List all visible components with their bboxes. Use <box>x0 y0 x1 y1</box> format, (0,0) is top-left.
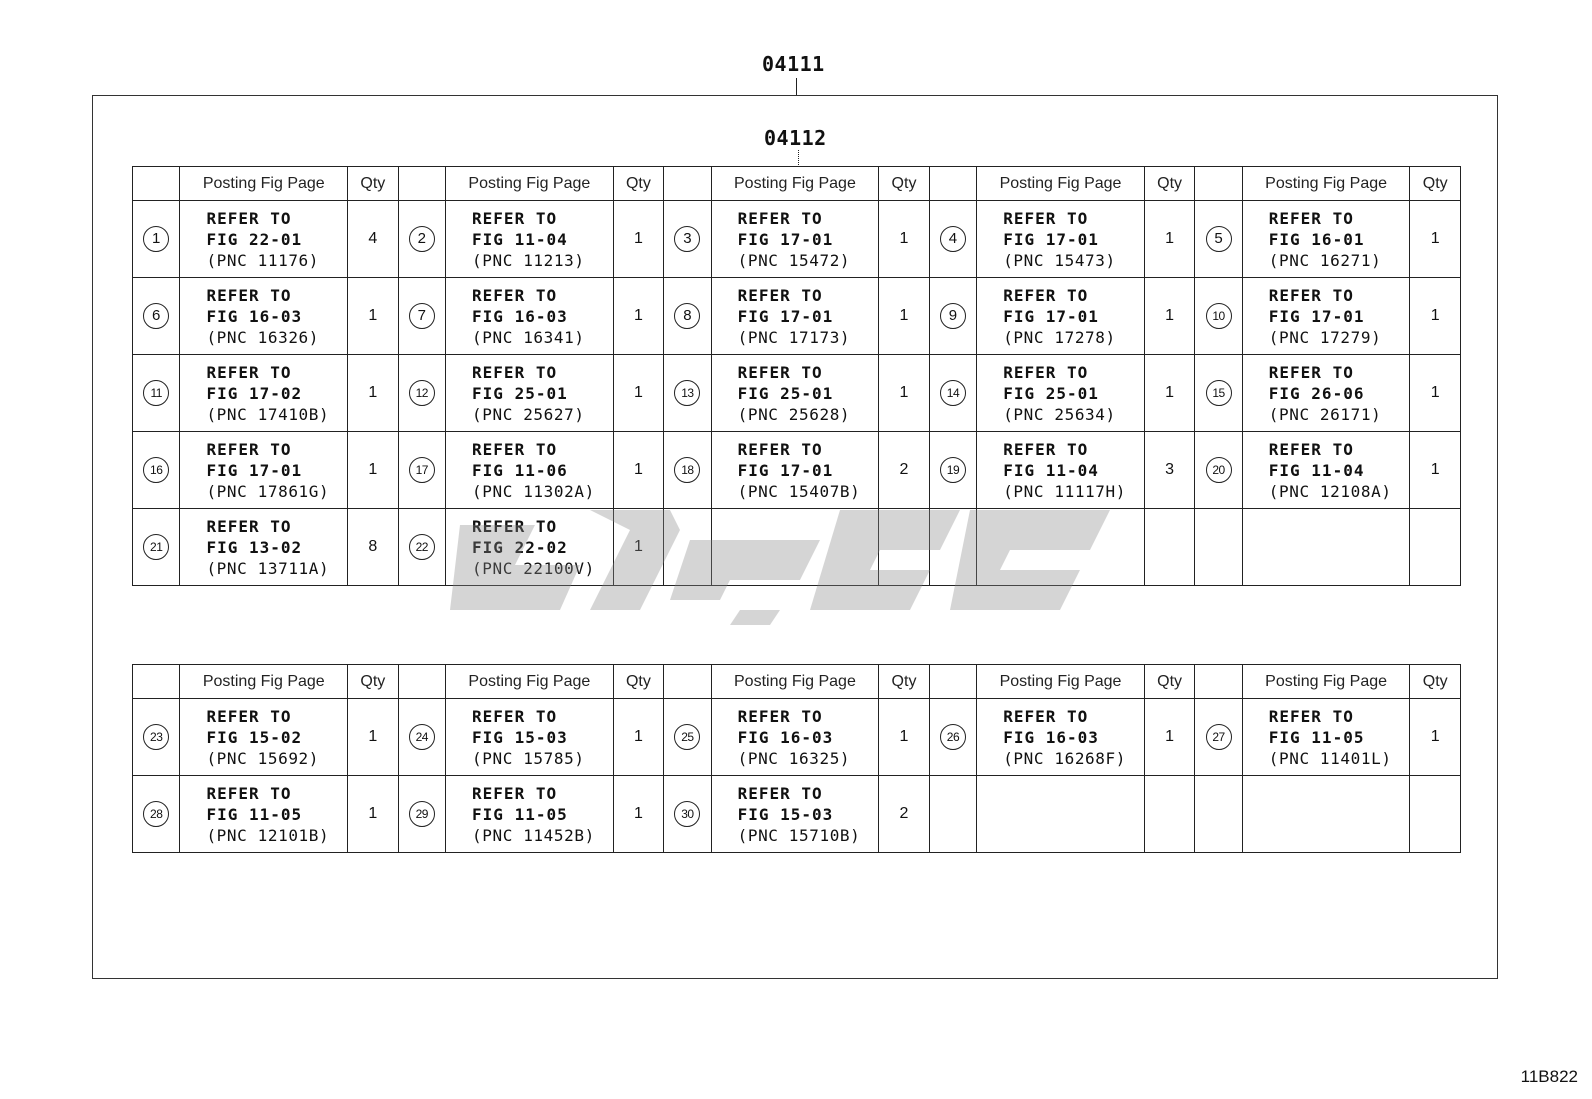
reference-cell <box>446 509 614 586</box>
reference-cell <box>711 355 879 432</box>
fig-ref-text: FIG 11-05 <box>1268 727 1365 747</box>
item-number-cell <box>929 699 976 776</box>
table-row <box>133 432 1461 509</box>
pnc-text: (PNC 17278) <box>1003 327 1116 347</box>
header-num-cell <box>929 167 976 201</box>
pnc-text: (PNC 17173) <box>737 327 851 347</box>
qty-cell: 1 <box>1144 278 1194 355</box>
qty-cell: 1 <box>1144 699 1194 776</box>
assembly-code-main: 04111 <box>762 52 825 76</box>
reference-cell <box>711 509 879 586</box>
reference-cell <box>446 278 614 355</box>
qty-cell: 1 <box>613 509 663 586</box>
callout-number: 28 <box>143 801 169 827</box>
refer-to-text: REFER TO <box>1268 285 1354 305</box>
refer-to-text: REFER TO <box>472 285 558 305</box>
qty-cell <box>1144 509 1194 586</box>
leader-line-sub <box>798 150 799 165</box>
refer-to-text: REFER TO <box>472 783 558 803</box>
fig-ref-text: FIG 16-03 <box>206 306 303 326</box>
fig-ref-text: FIG 11-06 <box>472 460 568 480</box>
qty-cell: 1 <box>613 201 663 278</box>
table-header <box>133 665 1461 699</box>
callout-number: 7 <box>409 303 435 329</box>
refer-to-text: REFER TO <box>206 362 292 382</box>
callout-number: 23 <box>143 724 169 750</box>
refer-to-text: REFER TO <box>1268 362 1354 382</box>
fig-ref-text: FIG 11-04 <box>472 229 568 249</box>
qty-cell: 1 <box>879 201 929 278</box>
fig-ref-text: FIG 17-01 <box>1268 306 1365 326</box>
fig-ref-text: FIG 15-03 <box>737 804 834 824</box>
qty-cell: 8 <box>348 509 398 586</box>
qty-cell: 1 <box>1410 201 1461 278</box>
fig-ref-text: FIG 22-01 <box>206 229 303 249</box>
header-num-cell <box>1195 167 1242 201</box>
qty-cell: 2 <box>879 432 929 509</box>
item-number-cell <box>133 509 180 586</box>
callout-number: 26 <box>940 724 966 750</box>
qty-cell: 1 <box>613 432 663 509</box>
reference-table-2 <box>132 664 1461 853</box>
item-number-cell <box>1195 278 1242 355</box>
header-qty: Qty <box>1144 665 1194 699</box>
callout-number: 30 <box>674 801 700 827</box>
callout-number: 13 <box>674 380 700 406</box>
qty-cell: 1 <box>348 355 398 432</box>
item-number-cell <box>398 201 445 278</box>
item-number-cell <box>133 278 180 355</box>
qty-cell: 3 <box>1144 432 1194 509</box>
refer-to-text: REFER TO <box>472 439 558 459</box>
callout-number: 8 <box>674 303 700 329</box>
reference-cell <box>180 432 348 509</box>
item-number-cell <box>664 432 711 509</box>
reference-cell <box>180 201 348 278</box>
header-fig-page: Posting Fig Page <box>1242 167 1410 201</box>
qty-cell: 1 <box>879 278 929 355</box>
reference-cell <box>977 432 1145 509</box>
callout-number: 16 <box>143 457 169 483</box>
refer-to-text: REFER TO <box>737 439 823 459</box>
pnc-text: (PNC 17279) <box>1268 327 1382 347</box>
assembly-code-sub: 04112 <box>764 126 827 150</box>
callout-number: 21 <box>143 534 169 560</box>
item-number-cell <box>664 776 711 853</box>
pnc-text: (PNC 13711A) <box>206 558 330 578</box>
fig-ref-text: FIG 16-03 <box>472 306 568 326</box>
item-number-cell <box>398 699 445 776</box>
header-num-cell <box>664 665 711 699</box>
header-num-cell <box>398 167 445 201</box>
callout-number: 25 <box>674 724 700 750</box>
header-qty: Qty <box>879 665 929 699</box>
header-fig-page: Posting Fig Page <box>1242 665 1410 699</box>
callout-number: 20 <box>1206 457 1232 483</box>
header-num-cell <box>133 167 180 201</box>
qty-cell <box>1410 776 1461 853</box>
pnc-text: (PNC 11176) <box>206 250 320 270</box>
fig-ref-text: FIG 13-02 <box>206 537 303 557</box>
item-number-cell <box>398 278 445 355</box>
header-fig-page: Posting Fig Page <box>711 665 879 699</box>
refer-to-text: REFER TO <box>472 516 558 536</box>
pnc-text: (PNC 12108A) <box>1268 481 1392 501</box>
fig-ref-text: FIG 22-02 <box>472 537 568 557</box>
pnc-text: (PNC 15785) <box>472 748 585 768</box>
reference-cell <box>977 509 1145 586</box>
item-number-cell <box>1195 776 1242 853</box>
item-number-cell <box>664 699 711 776</box>
pnc-text: (PNC 11401L) <box>1268 748 1392 768</box>
fig-ref-text: FIG 17-01 <box>206 460 303 480</box>
header-qty: Qty <box>1410 665 1461 699</box>
qty-cell <box>879 509 929 586</box>
callout-number: 14 <box>940 380 966 406</box>
header-qty: Qty <box>1410 167 1461 201</box>
callout-number: 4 <box>940 226 966 252</box>
fig-ref-text: FIG 15-02 <box>206 727 303 747</box>
pnc-text: (PNC 26171) <box>1268 404 1382 424</box>
refer-to-text: REFER TO <box>737 783 823 803</box>
refer-to-text: REFER TO <box>472 362 558 382</box>
reference-cell <box>180 776 348 853</box>
refer-to-text: REFER TO <box>1268 208 1354 228</box>
callout-number: 1 <box>143 226 169 252</box>
header-num-cell <box>133 665 180 699</box>
qty-cell: 1 <box>1410 699 1461 776</box>
pnc-text: (PNC 25634) <box>1003 404 1116 424</box>
item-number-cell <box>929 278 976 355</box>
reference-table-1 <box>132 166 1461 586</box>
callout-number: 27 <box>1206 724 1232 750</box>
reference-cell <box>180 278 348 355</box>
table-row <box>133 201 1461 278</box>
reference-cell <box>1242 432 1410 509</box>
item-number-cell <box>1195 432 1242 509</box>
fig-ref-text: FIG 16-01 <box>1268 229 1365 249</box>
header-fig-page: Posting Fig Page <box>711 167 879 201</box>
callout-number: 12 <box>409 380 435 406</box>
header-num-cell <box>1195 665 1242 699</box>
header-qty: Qty <box>348 167 398 201</box>
item-number-cell <box>929 201 976 278</box>
refer-to-text: REFER TO <box>1268 439 1354 459</box>
qty-cell: 2 <box>879 776 929 853</box>
reference-cell <box>446 355 614 432</box>
refer-to-text: REFER TO <box>737 706 823 726</box>
reference-cell <box>1242 699 1410 776</box>
header-qty: Qty <box>613 665 663 699</box>
fig-ref-text: FIG 16-03 <box>1003 727 1099 747</box>
fig-ref-text: FIG 26-06 <box>1268 383 1365 403</box>
item-number-cell <box>1195 201 1242 278</box>
header-fig-page: Posting Fig Page <box>446 167 614 201</box>
fig-ref-text: FIG 11-05 <box>206 804 303 824</box>
callout-number: 22 <box>409 534 435 560</box>
fig-ref-text: FIG 11-04 <box>1003 460 1099 480</box>
item-number-cell <box>929 355 976 432</box>
fig-ref-text: FIG 25-01 <box>1003 383 1099 403</box>
fig-ref-text: FIG 17-01 <box>1003 306 1099 326</box>
fig-ref-text: FIG 16-03 <box>737 727 834 747</box>
qty-cell <box>1144 776 1194 853</box>
fig-ref-text: FIG 17-01 <box>737 460 834 480</box>
header-fig-page: Posting Fig Page <box>977 167 1145 201</box>
reference-cell <box>711 699 879 776</box>
callout-number: 19 <box>940 457 966 483</box>
refer-to-text: REFER TO <box>472 208 558 228</box>
refer-to-text: REFER TO <box>206 285 292 305</box>
reference-cell <box>977 776 1145 853</box>
refer-to-text: REFER TO <box>1268 706 1354 726</box>
reference-cell <box>180 509 348 586</box>
qty-cell: 1 <box>613 278 663 355</box>
callout-number: 10 <box>1206 303 1232 329</box>
refer-to-text: REFER TO <box>737 285 823 305</box>
pnc-text: (PNC 15407B) <box>737 481 861 501</box>
pnc-text: (PNC 17861G) <box>206 481 330 501</box>
reference-cell <box>1242 201 1410 278</box>
pnc-text: (PNC 15692) <box>206 748 320 768</box>
qty-cell: 1 <box>613 699 663 776</box>
refer-to-text: REFER TO <box>206 516 292 536</box>
header-num-cell <box>929 665 976 699</box>
refer-to-text: REFER TO <box>206 706 292 726</box>
table-row <box>133 776 1461 853</box>
item-number-cell <box>664 355 711 432</box>
table-row <box>133 278 1461 355</box>
pnc-text: (PNC 12101B) <box>206 825 330 845</box>
pnc-text: (PNC 25627) <box>472 404 585 424</box>
qty-cell: 1 <box>613 355 663 432</box>
pnc-text: (PNC 15710B) <box>737 825 861 845</box>
header-num-cell <box>398 665 445 699</box>
pnc-text: (PNC 16271) <box>1268 250 1382 270</box>
refer-to-text: REFER TO <box>1003 285 1089 305</box>
fig-ref-text: FIG 11-05 <box>472 804 568 824</box>
qty-cell <box>1410 509 1461 586</box>
item-number-cell <box>133 699 180 776</box>
qty-cell: 1 <box>348 776 398 853</box>
table-header <box>133 167 1461 201</box>
table-body <box>133 699 1461 853</box>
fig-ref-text: FIG 17-01 <box>1003 229 1099 249</box>
table-row <box>133 509 1461 586</box>
header-fig-page: Posting Fig Page <box>180 665 348 699</box>
item-number-cell <box>664 278 711 355</box>
item-number-cell <box>1195 699 1242 776</box>
reference-cell <box>711 278 879 355</box>
qty-cell: 1 <box>1144 355 1194 432</box>
reference-cell <box>446 432 614 509</box>
header-num-cell <box>664 167 711 201</box>
table-body <box>133 201 1461 586</box>
item-number-cell <box>1195 355 1242 432</box>
reference-cell <box>977 201 1145 278</box>
fig-ref-text: FIG 17-01 <box>737 306 834 326</box>
item-number-cell <box>1195 509 1242 586</box>
item-number-cell <box>398 776 445 853</box>
header-qty: Qty <box>613 167 663 201</box>
refer-to-text: REFER TO <box>472 706 558 726</box>
header-fig-page: Posting Fig Page <box>446 665 614 699</box>
pnc-text: (PNC 16268F) <box>1003 748 1126 768</box>
item-number-cell <box>929 432 976 509</box>
refer-to-text: REFER TO <box>737 362 823 382</box>
callout-number: 18 <box>674 457 700 483</box>
reference-cell <box>711 432 879 509</box>
item-number-cell <box>929 509 976 586</box>
pnc-text: (PNC 16326) <box>206 327 320 347</box>
reference-cell <box>711 776 879 853</box>
qty-cell: 1 <box>348 699 398 776</box>
pnc-text: (PNC 22100V) <box>472 558 595 578</box>
pnc-text: (PNC 15472) <box>737 250 851 270</box>
fig-ref-text: FIG 25-01 <box>737 383 834 403</box>
header-qty: Qty <box>1144 167 1194 201</box>
reference-cell <box>180 355 348 432</box>
table-row <box>133 355 1461 432</box>
refer-to-text: REFER TO <box>206 783 292 803</box>
qty-cell: 1 <box>879 699 929 776</box>
callout-number: 11 <box>143 380 169 406</box>
qty-cell: 1 <box>879 355 929 432</box>
reference-cell <box>446 776 614 853</box>
refer-to-text: REFER TO <box>1003 439 1089 459</box>
reference-cell <box>1242 776 1410 853</box>
fig-ref-text: FIG 17-01 <box>737 229 834 249</box>
leader-line-main <box>796 78 797 96</box>
refer-to-text: REFER TO <box>206 439 292 459</box>
pnc-text: (PNC 16341) <box>472 327 585 347</box>
table-row <box>133 699 1461 776</box>
item-number-cell <box>133 201 180 278</box>
qty-cell: 1 <box>1144 201 1194 278</box>
pnc-text: (PNC 25628) <box>737 404 851 424</box>
callout-number: 29 <box>409 801 435 827</box>
refer-to-text: REFER TO <box>1003 208 1089 228</box>
refer-to-text: REFER TO <box>1003 706 1089 726</box>
pnc-text: (PNC 11452B) <box>472 825 595 845</box>
pnc-text: (PNC 11302A) <box>472 481 595 501</box>
fig-ref-text: FIG 17-02 <box>206 383 303 403</box>
pnc-text: (PNC 11117H) <box>1003 481 1126 501</box>
item-number-cell <box>398 432 445 509</box>
reference-cell <box>446 699 614 776</box>
callout-number: 24 <box>409 724 435 750</box>
diagram-id: 11B822 <box>1520 1067 1578 1086</box>
item-number-cell <box>664 201 711 278</box>
qty-cell: 1 <box>1410 432 1461 509</box>
reference-cell <box>1242 509 1410 586</box>
pnc-text: (PNC 16325) <box>737 748 851 768</box>
reference-cell <box>977 278 1145 355</box>
header-qty: Qty <box>348 665 398 699</box>
refer-to-text: REFER TO <box>206 208 292 228</box>
refer-to-text: REFER TO <box>1003 362 1089 382</box>
header-fig-page: Posting Fig Page <box>977 665 1145 699</box>
callout-number: 3 <box>674 226 700 252</box>
pnc-text: (PNC 11213) <box>472 250 585 270</box>
item-number-cell <box>133 355 180 432</box>
fig-ref-text: FIG 25-01 <box>472 383 568 403</box>
fig-ref-text: FIG 11-04 <box>1268 460 1365 480</box>
fig-ref-text: FIG 15-03 <box>472 727 568 747</box>
item-number-cell <box>398 355 445 432</box>
reference-cell <box>180 699 348 776</box>
callout-number: 9 <box>940 303 966 329</box>
pnc-text: (PNC 15473) <box>1003 250 1116 270</box>
callout-number: 2 <box>409 226 435 252</box>
qty-cell: 1 <box>348 432 398 509</box>
qty-cell: 1 <box>613 776 663 853</box>
qty-cell: 1 <box>1410 355 1461 432</box>
reference-cell <box>446 201 614 278</box>
refer-to-text: REFER TO <box>737 208 823 228</box>
item-number-cell <box>398 509 445 586</box>
reference-cell <box>1242 355 1410 432</box>
qty-cell: 4 <box>348 201 398 278</box>
reference-cell <box>977 355 1145 432</box>
header-qty: Qty <box>879 167 929 201</box>
callout-number: 15 <box>1206 380 1232 406</box>
reference-cell <box>711 201 879 278</box>
header-fig-page: Posting Fig Page <box>180 167 348 201</box>
callout-number: 5 <box>1206 226 1232 252</box>
callout-number: 17 <box>409 457 435 483</box>
qty-cell: 1 <box>1410 278 1461 355</box>
qty-cell: 1 <box>348 278 398 355</box>
item-number-cell <box>133 432 180 509</box>
callout-number: 6 <box>143 303 169 329</box>
item-number-cell <box>133 776 180 853</box>
pnc-text: (PNC 17410B) <box>206 404 330 424</box>
reference-cell <box>977 699 1145 776</box>
item-number-cell <box>929 776 976 853</box>
item-number-cell <box>664 509 711 586</box>
reference-cell <box>1242 278 1410 355</box>
